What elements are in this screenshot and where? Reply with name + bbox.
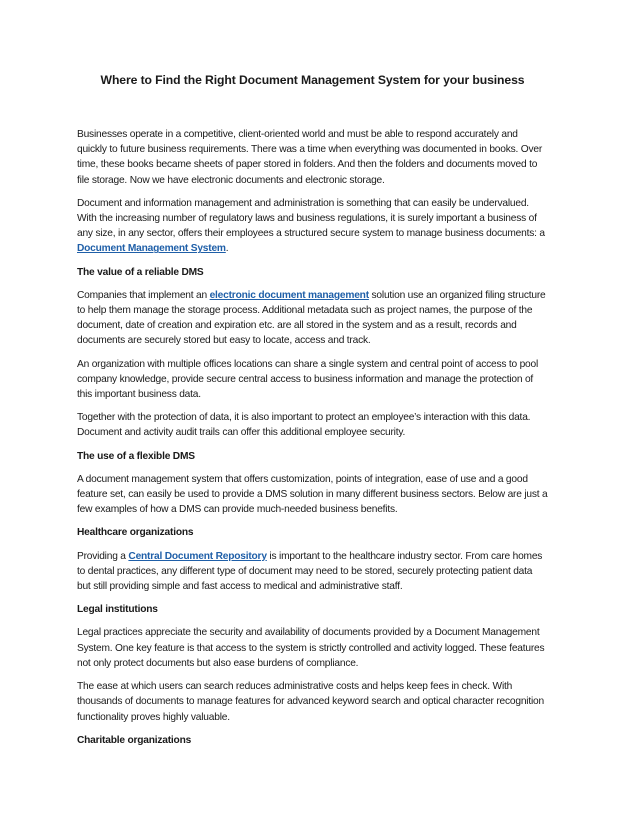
value-text-end: solution use an organized filing structure to help them manage the storage process. Additional metadata such as project names, the purpose of the document, date of creation and expiration etc. are all stored in the system and as a result, records and documents are securely stored but easy to locate, access and track. [77, 289, 546, 347]
heading-healthcare: Healthcare organizations [77, 527, 194, 539]
document-title: Where to Find the Right Document Management System for your business [100, 73, 525, 87]
data-protection-paragraph: Together with the protection of data, it is also important to protect an employee’s interaction with this data. Document and activity audit trails can offer this additional employee security. [77, 412, 531, 439]
central-document-repository-link[interactable]: Central Document Repository [128, 550, 267, 562]
heading-flexible-dms: The use of a flexible DMS [77, 450, 195, 462]
intro-paragraph: Businesses operate in a competitive, client-oriented world and must be able to respond accurately and quickly to future business requirements. There was a time when everything was documented in books. Over time, these books became sheets of paper stored in folders. And then the folders and documents moved to file storage. Now we have electronic documents and electronic storage. [77, 129, 543, 186]
search-paragraph: The ease at which users can search reduces administrative costs and helps keep fees in check. With thousands of documents to manage features for advanced keyword search and optical character recognition functionality proves highly valuable. [77, 681, 544, 723]
dms-intro-text: Document and information management and administration is something that can easily be undervalued. With the increasing number of regulatory laws and business regulations, it is surely important a business of any size, in any sector, offers their employees a structured secure system to manage business documents: a [77, 197, 545, 240]
dms-intro-paragraph [77, 196, 548, 257]
multiple-offices-paragraph: An organization with multiple offices locations can share a single system and central point of access to pool company knowledge, provide secure central access to business information and manage the protection of this important business data. [77, 358, 539, 401]
heading-charitable: Charitable organizations [77, 734, 192, 746]
electronic-document-management-link[interactable]: electronic document management [209, 289, 369, 301]
healthcare-text-end: is important to the healthcare industry sector. From care homes to dental practices, any different type of document may need to be stored, securely protecting patient data but still providing simple and fast access to medical and administrative staff. [77, 550, 543, 593]
dms-intro-end: . [225, 243, 229, 255]
value-text-start: Companies that implement an [77, 289, 210, 301]
heading-value-of-reliable-dms: The value of a reliable DMS [77, 266, 204, 278]
legal-paragraph: Legal practices appreciate the security and availability of documents provided by a Document Management System. One key feature is that access to the system is strictly controlled and activity logged. These features not only protect documents but also ease burdens of compliance. [77, 627, 545, 669]
document-management-system-link[interactable]: Document Management System [77, 243, 226, 255]
healthcare-paragraph [77, 549, 548, 595]
healthcare-text-start: Providing a [77, 550, 129, 562]
heading-legal: Legal institutions [77, 604, 158, 616]
flexible-paragraph: A document management system that offers customization, points of integration, ease of use and a good feature set, can easily be used to provide a DMS solution in many different business sectors. Below are just a few examples of how a DMS can provide much-needed business benefits. [77, 473, 548, 516]
value-paragraph [77, 288, 548, 349]
